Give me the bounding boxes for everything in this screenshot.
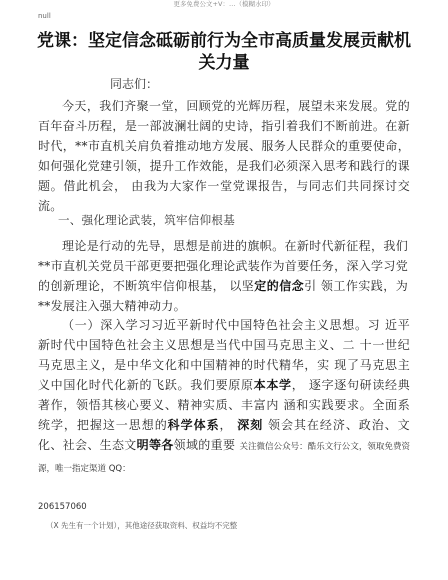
top-watermark: 更多免费公文+V：…（模糊水印） [173,0,275,8]
paragraph-intro: 今天，我们齐聚一堂，回顾党的光辉历程，展望未来发展。党的百年奋斗历程，是一部波澜壮阔的史诗，指引着我们不断前进。在新时代，**市直机关肩负着推动地方发展、服务人民群众的重要使命，如何强化党建引领，提升工作效能，是我们必须深入思考和践行的课题。借此机会， 由我为大家作一堂党课报告，与同志们共同探讨交流。 [38,99,410,213]
paragraph-study-text-b: ， 逐字逐句研读经典著作，领悟其核心要义、精神实质、丰富内 涵和实践要求。全面系统学，把握这一思想的 [38,378,410,432]
paragraph-study [38,315,410,479]
bold-phrase-2: 科学体系 [167,418,220,432]
section-heading-1: 一、强化理论武装，筑牢信仰根基 [58,213,235,227]
null-tag: null [38,12,51,20]
paragraph-study-text-e: 领域的重要 [173,438,240,452]
paragraph-study-text-d: 领会其在经济、政治、文化、社会、生态文 [38,418,410,452]
footer-note: （X 先生有一个计划），其他途径获取资料、权益均不完整 [46,521,238,530]
paragraph-theory-text-a: 理论是行动的先导，思想是前进的旗帜。在新时代新征程，我们**市直机关党员干部更要把强化理论武装作为首要任务，深入学习党的创新理论，不断筑牢信仰根基， 以坚 [38,239,408,293]
bold-phrase-3: 深刻 [237,418,264,432]
paragraph-study-text-a: （一）深入学习习近平新时代中国特色社会主义思想。习 近平新时代中国特色社会主义思想是当代中国马克思主义、二 十一世纪马克思主义，是中华文化和中国精神的时代精华，实 现了马克思主义中国化时代化新的飞跃。我们要原原 [38,318,410,392]
page-title: 党课：坚定信念砥砺前行为全市高质量发展贡献机关力量 [37,31,411,73]
bold-phrase-4: 明等各 [136,438,174,452]
qq-number: 206157060 [38,502,87,512]
bold-phrase-1: 本本学 [253,378,292,392]
paragraph-theory-text-b: 引 领工作实践，为**发展注入强大精神动力。 [38,279,409,313]
paragraph-study-text-c: ， [219,418,238,432]
inline-promo-note: 关注微信公众号：酷乐文行公文，领取免费资源，唯一指定渠道 QQ： [38,442,410,474]
paragraph-theory-bold: 定的信念 [254,279,305,293]
paragraph-theory [38,236,408,316]
salutation: 同志们： [110,77,159,91]
